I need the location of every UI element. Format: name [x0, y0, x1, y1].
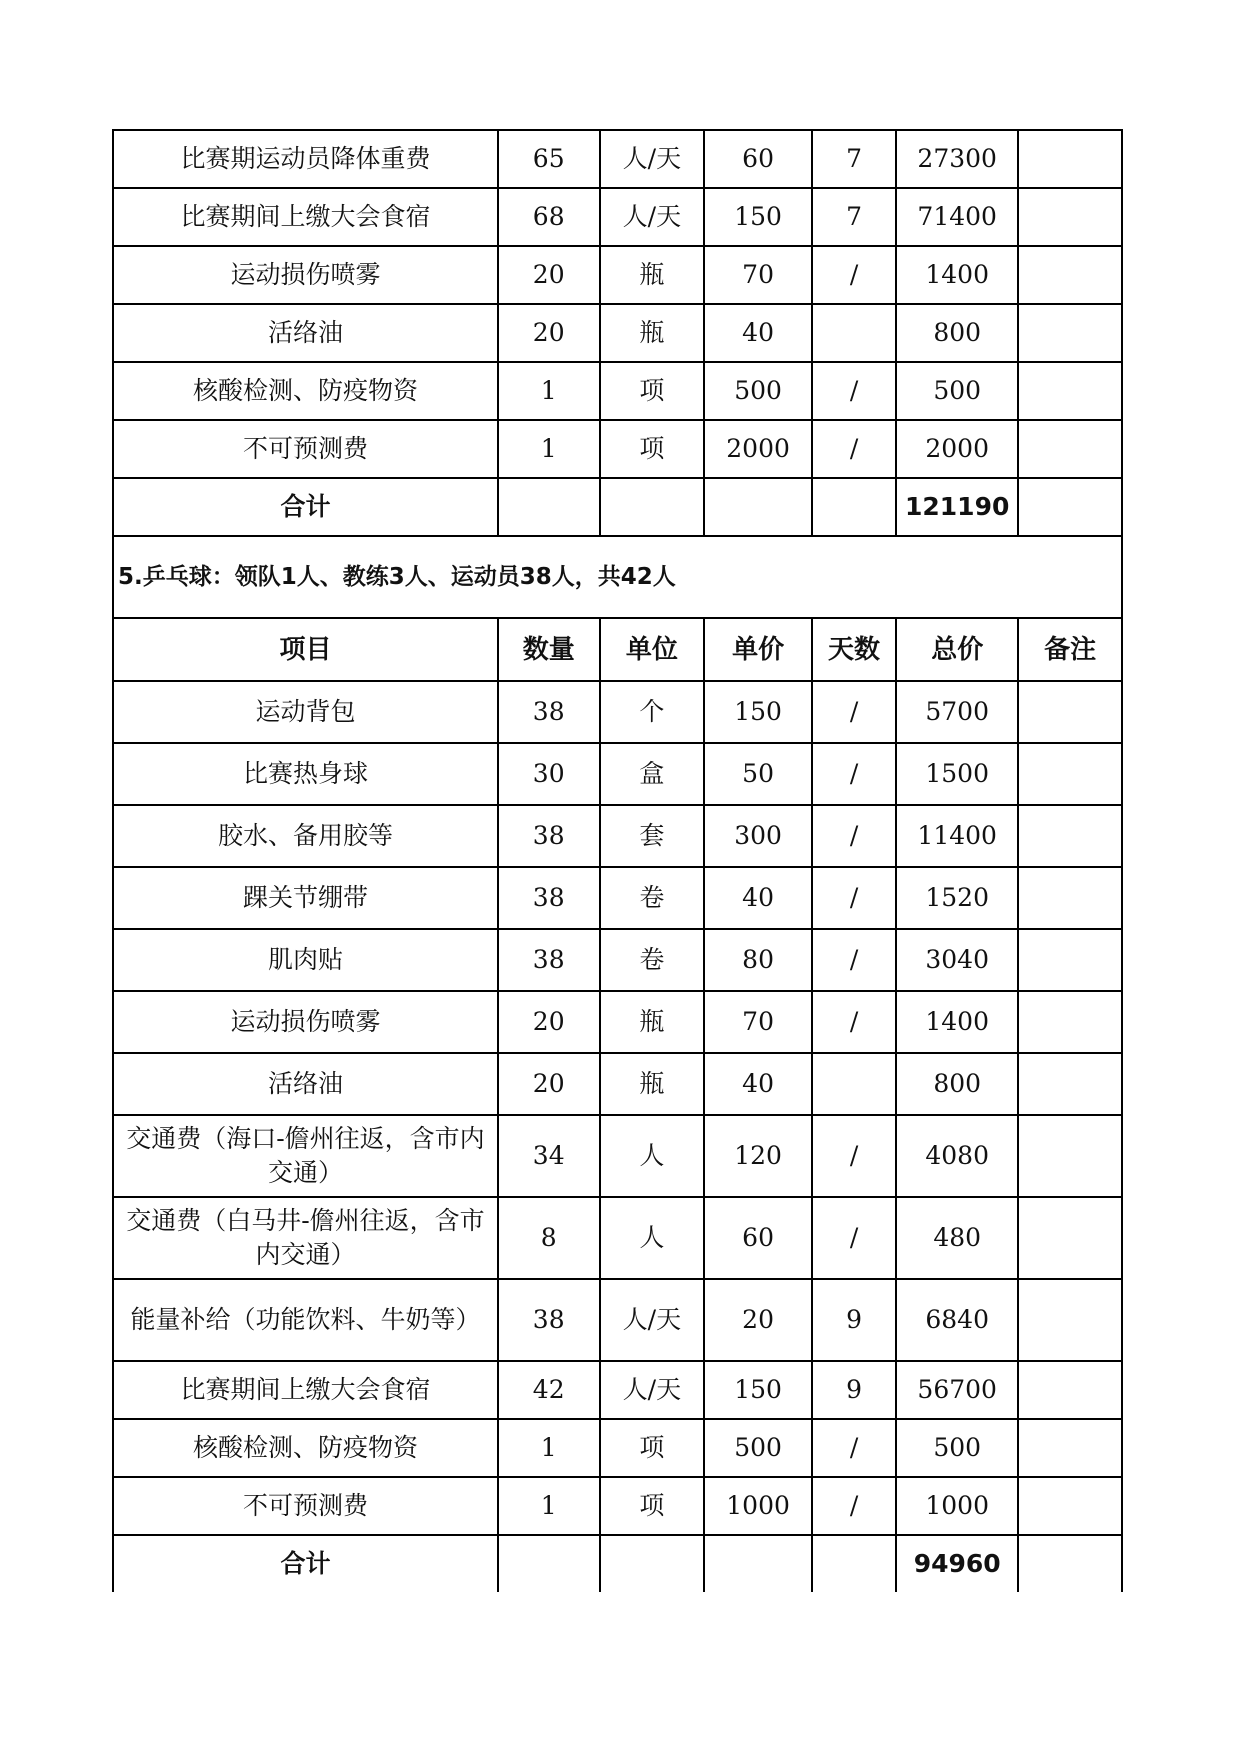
days-cell: / — [812, 1197, 896, 1279]
unit-cell: 瓶 — [600, 991, 705, 1053]
price-cell: 500 — [704, 1419, 812, 1477]
qty-cell: 1 — [498, 420, 600, 478]
days-cell — [812, 1053, 896, 1115]
price-cell: 300 — [704, 805, 812, 867]
days-cell: / — [812, 991, 896, 1053]
table-row — [113, 867, 1122, 929]
price-cell: 150 — [704, 681, 812, 743]
total-cell: 1500 — [896, 743, 1018, 805]
item-cell: 不可预测费 — [113, 1477, 498, 1535]
unit-cell: 人 — [600, 1197, 705, 1279]
unit-cell: 瓶 — [600, 246, 705, 304]
price-cell: 1000 — [704, 1477, 812, 1535]
unit-cell: 瓶 — [600, 1053, 705, 1115]
note-cell — [1018, 1197, 1122, 1279]
table-row — [113, 304, 1122, 362]
unit-cell: 项 — [600, 1419, 705, 1477]
item-cell: 交通费（白马井-儋州往返，含市内交通） — [113, 1197, 498, 1279]
days-cell: / — [812, 1419, 896, 1477]
item-cell: 比赛期运动员降体重费 — [113, 130, 498, 188]
empty-cell — [812, 1535, 896, 1592]
total-row — [113, 478, 1122, 536]
item-cell: 核酸检测、防疫物资 — [113, 362, 498, 420]
budget-table — [112, 129, 1123, 1592]
empty-cell — [498, 478, 600, 536]
item-cell: 胶水、备用胶等 — [113, 805, 498, 867]
total-cell: 1400 — [896, 991, 1018, 1053]
note-cell — [1018, 1053, 1122, 1115]
qty-cell: 8 — [498, 1197, 600, 1279]
total-cell: 56700 — [896, 1361, 1018, 1419]
total-cell: 800 — [896, 1053, 1018, 1115]
total-cell: 1000 — [896, 1477, 1018, 1535]
unit-cell: 盒 — [600, 743, 705, 805]
qty-cell: 34 — [498, 1115, 600, 1197]
total-cell: 800 — [896, 304, 1018, 362]
header-price: 单价 — [704, 618, 812, 681]
table-row — [113, 991, 1122, 1053]
price-cell: 40 — [704, 1053, 812, 1115]
table-row — [113, 362, 1122, 420]
total-label: 合计 — [113, 1535, 498, 1592]
table-row — [113, 1477, 1122, 1535]
note-cell — [1018, 867, 1122, 929]
qty-cell: 68 — [498, 188, 600, 246]
total-cell: 11400 — [896, 805, 1018, 867]
table-row — [113, 1419, 1122, 1477]
total-cell: 71400 — [896, 188, 1018, 246]
empty-cell — [1018, 478, 1122, 536]
table-row — [113, 1197, 1122, 1279]
table-row — [113, 929, 1122, 991]
table-row — [113, 188, 1122, 246]
days-cell: / — [812, 420, 896, 478]
note-cell — [1018, 681, 1122, 743]
item-cell: 比赛期间上缴大会食宿 — [113, 1361, 498, 1419]
price-cell: 150 — [704, 1361, 812, 1419]
note-cell — [1018, 1361, 1122, 1419]
note-cell — [1018, 130, 1122, 188]
empty-cell — [704, 1535, 812, 1592]
unit-cell: 项 — [600, 362, 705, 420]
total-cell: 3040 — [896, 929, 1018, 991]
section-title: 5.乒乓球：领队1人、教练3人、运动员38人，共42人 — [113, 536, 1122, 618]
unit-cell: 人/天 — [600, 130, 705, 188]
table-row — [113, 681, 1122, 743]
days-cell: 9 — [812, 1361, 896, 1419]
note-cell — [1018, 362, 1122, 420]
item-cell: 运动损伤喷雾 — [113, 246, 498, 304]
price-cell: 70 — [704, 991, 812, 1053]
note-cell — [1018, 743, 1122, 805]
qty-cell: 38 — [498, 1279, 600, 1361]
days-cell: 9 — [812, 1279, 896, 1361]
header-note: 备注 — [1018, 618, 1122, 681]
qty-cell: 38 — [498, 681, 600, 743]
table-row — [113, 805, 1122, 867]
note-cell — [1018, 304, 1122, 362]
price-cell: 60 — [704, 130, 812, 188]
qty-cell: 20 — [498, 1053, 600, 1115]
item-cell: 核酸检测、防疫物资 — [113, 1419, 498, 1477]
qty-cell: 20 — [498, 991, 600, 1053]
qty-cell: 1 — [498, 362, 600, 420]
total-value: 94960 — [896, 1535, 1018, 1592]
days-cell: / — [812, 246, 896, 304]
unit-cell: 卷 — [600, 929, 705, 991]
note-cell — [1018, 420, 1122, 478]
days-cell: / — [812, 1477, 896, 1535]
item-cell: 比赛热身球 — [113, 743, 498, 805]
unit-cell: 人/天 — [600, 188, 705, 246]
unit-cell: 项 — [600, 420, 705, 478]
qty-cell: 1 — [498, 1477, 600, 1535]
days-cell: 7 — [812, 130, 896, 188]
unit-cell: 人/天 — [600, 1361, 705, 1419]
days-cell: / — [812, 929, 896, 991]
header-item: 项目 — [113, 618, 498, 681]
total-cell: 5700 — [896, 681, 1018, 743]
empty-cell — [600, 1535, 705, 1592]
table-row — [113, 246, 1122, 304]
price-cell: 60 — [704, 1197, 812, 1279]
total-cell: 500 — [896, 1419, 1018, 1477]
unit-cell: 个 — [600, 681, 705, 743]
price-cell: 50 — [704, 743, 812, 805]
note-cell — [1018, 1279, 1122, 1361]
price-cell: 2000 — [704, 420, 812, 478]
item-cell: 比赛期间上缴大会食宿 — [113, 188, 498, 246]
table-row — [113, 743, 1122, 805]
item-cell: 运动损伤喷雾 — [113, 991, 498, 1053]
days-cell: / — [812, 681, 896, 743]
header-qty: 数量 — [498, 618, 600, 681]
budget-sheet — [112, 129, 1123, 1592]
table-row — [113, 1115, 1122, 1197]
qty-cell: 65 — [498, 130, 600, 188]
total-cell: 1520 — [896, 867, 1018, 929]
total-cell: 480 — [896, 1197, 1018, 1279]
qty-cell: 38 — [498, 805, 600, 867]
unit-cell: 卷 — [600, 867, 705, 929]
unit-cell: 瓶 — [600, 304, 705, 362]
item-cell: 运动背包 — [113, 681, 498, 743]
item-cell: 活络油 — [113, 304, 498, 362]
item-cell: 不可预测费 — [113, 420, 498, 478]
qty-cell: 42 — [498, 1361, 600, 1419]
qty-cell: 20 — [498, 246, 600, 304]
table-row — [113, 130, 1122, 188]
header-days: 天数 — [812, 618, 896, 681]
total-cell: 27300 — [896, 130, 1018, 188]
price-cell: 70 — [704, 246, 812, 304]
table-row — [113, 1053, 1122, 1115]
total-label: 合计 — [113, 478, 498, 536]
total-cell: 500 — [896, 362, 1018, 420]
table-header-row — [113, 618, 1122, 681]
note-cell — [1018, 188, 1122, 246]
total-cell: 2000 — [896, 420, 1018, 478]
price-cell: 500 — [704, 362, 812, 420]
note-cell — [1018, 1419, 1122, 1477]
days-cell: / — [812, 362, 896, 420]
section-title-row — [113, 536, 1122, 618]
note-cell — [1018, 805, 1122, 867]
item-cell: 活络油 — [113, 1053, 498, 1115]
days-cell — [812, 304, 896, 362]
price-cell: 20 — [704, 1279, 812, 1361]
price-cell: 40 — [704, 304, 812, 362]
total-cell: 6840 — [896, 1279, 1018, 1361]
item-cell: 肌肉贴 — [113, 929, 498, 991]
unit-cell: 人 — [600, 1115, 705, 1197]
qty-cell: 38 — [498, 929, 600, 991]
note-cell — [1018, 929, 1122, 991]
total-cell: 1400 — [896, 246, 1018, 304]
total-cell: 4080 — [896, 1115, 1018, 1197]
days-cell: / — [812, 743, 896, 805]
item-cell: 交通费（海口-儋州往返，含市内交通） — [113, 1115, 498, 1197]
qty-cell: 38 — [498, 867, 600, 929]
total-row — [113, 1535, 1122, 1592]
unit-cell: 项 — [600, 1477, 705, 1535]
total-value: 121190 — [896, 478, 1018, 536]
price-cell: 120 — [704, 1115, 812, 1197]
days-cell: / — [812, 867, 896, 929]
days-cell: 7 — [812, 188, 896, 246]
price-cell: 80 — [704, 929, 812, 991]
days-cell: / — [812, 805, 896, 867]
price-cell: 40 — [704, 867, 812, 929]
item-cell: 能量补给（功能饮料、牛奶等） — [113, 1279, 498, 1361]
empty-cell — [1018, 1535, 1122, 1592]
note-cell — [1018, 246, 1122, 304]
item-cell: 踝关节绷带 — [113, 867, 498, 929]
note-cell — [1018, 1115, 1122, 1197]
table-row — [113, 420, 1122, 478]
empty-cell — [498, 1535, 600, 1592]
empty-cell — [812, 478, 896, 536]
qty-cell: 1 — [498, 1419, 600, 1477]
table-row — [113, 1279, 1122, 1361]
days-cell: / — [812, 1115, 896, 1197]
unit-cell: 人/天 — [600, 1279, 705, 1361]
empty-cell — [600, 478, 705, 536]
note-cell — [1018, 991, 1122, 1053]
price-cell: 150 — [704, 188, 812, 246]
table-row — [113, 1361, 1122, 1419]
qty-cell: 30 — [498, 743, 600, 805]
header-unit: 单位 — [600, 618, 705, 681]
note-cell — [1018, 1477, 1122, 1535]
qty-cell: 20 — [498, 304, 600, 362]
header-total: 总价 — [896, 618, 1018, 681]
empty-cell — [704, 478, 812, 536]
unit-cell: 套 — [600, 805, 705, 867]
